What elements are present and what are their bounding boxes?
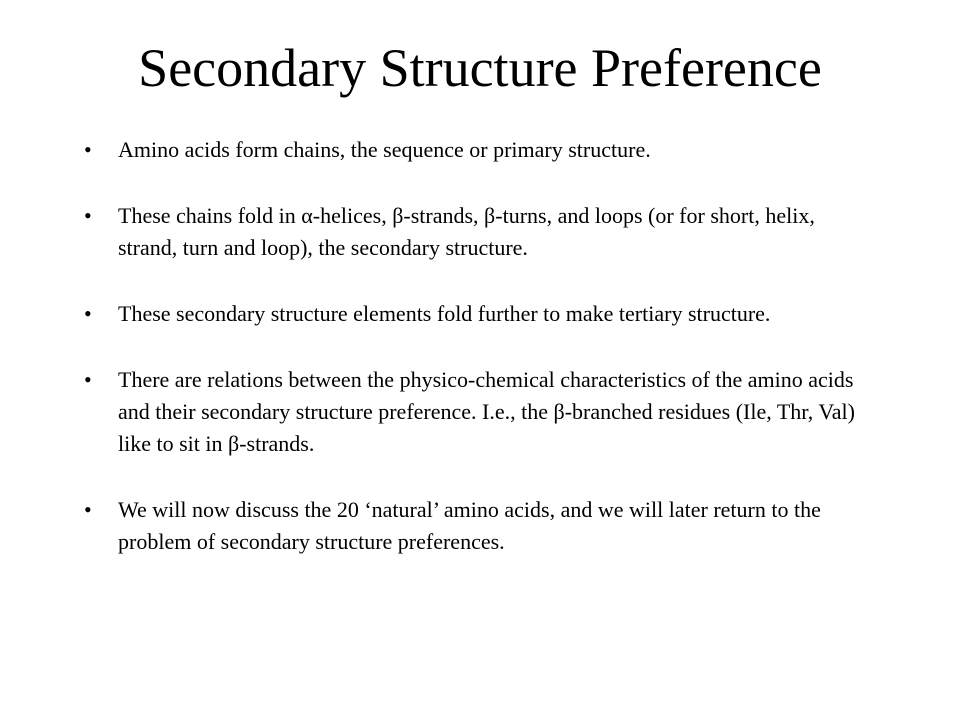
bullet-text: These secondary structure elements fold further to make tertiary structure.	[118, 301, 771, 326]
bullet-marker: •	[84, 497, 92, 522]
bullet-item	[80, 134, 860, 166]
bullet-item	[80, 200, 860, 264]
bullet-text: These chains fold in α-helices, β-strands, β-turns, and loops (or for short, helix, strand, turn and loop), the secondary structure.	[118, 203, 815, 260]
bullet-marker: •	[84, 301, 92, 326]
bullet-text: There are relations between the physico-chemical characteristics of the amino acids and their secondary structure preference. I.e., the β-branched residues (Ile, Thr, Val) like to sit in β-strands.	[118, 367, 855, 456]
bullet-marker: •	[84, 137, 92, 162]
bullet-item	[80, 494, 860, 558]
bullet-marker: •	[84, 367, 92, 392]
slide-title: Secondary Structure Preference	[138, 38, 822, 98]
bullet-item	[80, 364, 860, 460]
bullet-list	[80, 134, 860, 592]
bullet-item	[80, 298, 860, 330]
bullet-text: We will now discuss the 20 ‘natural’ amino acids, and we will later return to the problem of secondary structure preferences.	[118, 497, 821, 554]
bullet-marker: •	[84, 203, 92, 228]
bullet-text: Amino acids form chains, the sequence or primary structure.	[118, 137, 651, 162]
